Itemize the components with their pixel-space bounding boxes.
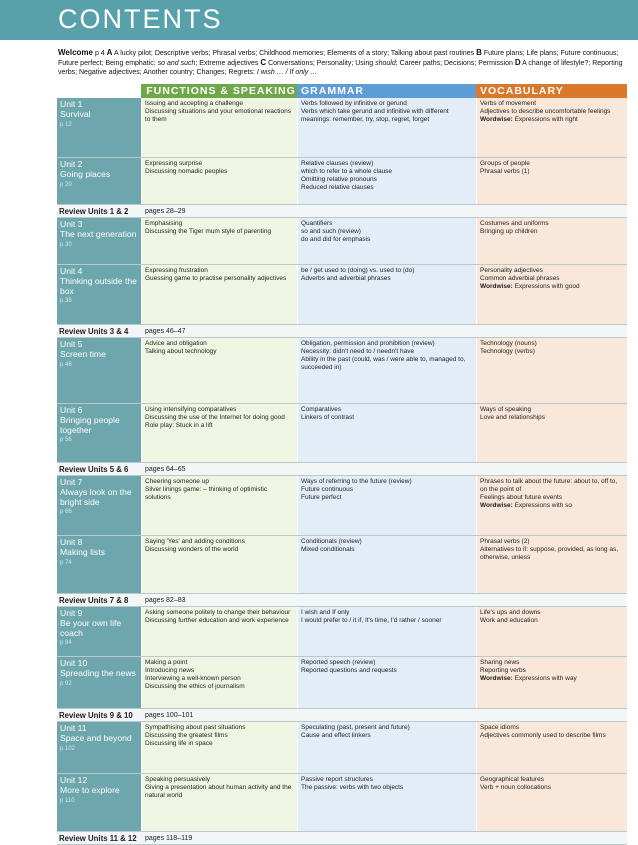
unit-name: Screen time	[60, 348, 106, 359]
unit-page: p 48	[60, 361, 72, 368]
vocabulary-item: Verbs of movement	[480, 100, 536, 107]
vocabulary-item: Common adverbial phrases	[480, 275, 560, 282]
unit-cell	[57, 536, 141, 593]
review-row	[57, 325, 627, 338]
functions-item: Discussing life in space	[145, 740, 213, 747]
vocabulary-cell	[476, 722, 627, 773]
vocabulary-cell	[476, 158, 627, 204]
vocabulary-item: Groups of people	[480, 160, 530, 167]
grammar-item: I wish and If only	[301, 609, 350, 616]
vocabulary-cell	[476, 338, 627, 403]
welcome-page: p 4	[94, 50, 105, 57]
unit-cell	[57, 265, 141, 324]
vocabulary-item: Life's ups and downs	[480, 609, 541, 616]
review-row	[57, 463, 627, 476]
header-vocabulary: VOCABULARY	[476, 84, 627, 98]
vocabulary-item: Ways of speaking	[480, 406, 532, 413]
vocabulary-item: Adjectives commonly used to describe films	[480, 732, 606, 739]
grammar-item: Reduced relative clauses	[301, 184, 374, 191]
unit-number: Unit 4	[60, 266, 83, 276]
vocabulary-item: Technology (nouns)	[480, 340, 537, 347]
grammar-cell	[297, 218, 476, 264]
vocabulary-item: Verb + noun collocations	[480, 784, 552, 791]
vocabulary-item: Feelings about future events	[480, 494, 563, 501]
grammar-item: Obligation, permission and prohibition (review)	[301, 340, 435, 347]
table-row	[57, 265, 627, 325]
table-row	[57, 536, 627, 594]
unit-number: Unit 3	[60, 219, 83, 229]
grammar-item: Quantifiers	[301, 220, 333, 227]
vocabulary-cell	[476, 265, 627, 324]
vocabulary-item: Costumes and uniforms	[480, 220, 549, 227]
unit-number: Unit 7	[60, 477, 83, 487]
functions-item: Role play: Stuck in a lift	[145, 422, 213, 429]
grammar-cell	[297, 265, 476, 324]
review-label: Review Units 5 & 6	[59, 464, 129, 474]
grammar-item: do and did for emphasis	[301, 236, 371, 243]
vocabulary-cell	[476, 607, 627, 656]
wordwise-line	[480, 675, 624, 683]
functions-item: Asking someone politely to change their behaviour	[145, 609, 291, 616]
wordwise-line	[480, 283, 624, 291]
grammar-item: I would prefer to / it if, It's time, I'd rather / sooner	[301, 617, 442, 624]
functions-cell	[141, 98, 297, 157]
vocabulary-cell	[476, 476, 627, 535]
vocabulary-item: Adjectives to describe uncomfortable feelings	[480, 108, 611, 115]
unit-name: Spreading the news	[60, 667, 136, 678]
functions-item: Emphasising	[145, 220, 183, 227]
unit-name: Thinking outside the box	[60, 275, 137, 296]
grammar-item: Ways of referring to the future (review)	[301, 478, 412, 485]
unit-number: Unit 5	[60, 339, 83, 349]
unit-cell	[57, 476, 141, 535]
functions-cell	[141, 607, 297, 656]
unit-cell	[57, 218, 141, 264]
wordwise-text: Expressions with so	[514, 502, 573, 509]
functions-item: Discussing the greatest films	[145, 732, 228, 739]
unit-page: p 20	[60, 181, 72, 188]
vocabulary-cell	[476, 657, 627, 708]
functions-item: Guessing game to practise personality adjectives	[145, 275, 287, 282]
functions-item: Cheering someone up	[145, 478, 209, 485]
unit-page: p 56	[60, 437, 72, 444]
grammar-item: Future perfect	[301, 494, 342, 501]
wordwise-line	[480, 502, 624, 510]
grammar-item: which to refer to a whole clause	[301, 168, 393, 175]
functions-item: Interviewing a well-known person	[145, 675, 241, 682]
grammar-item: Linkers of contrast	[301, 414, 355, 421]
functions-item: Silver linings game: – thinking of optimistic solutions	[145, 486, 268, 501]
functions-item: Saying 'Yes' and adding conditions	[145, 538, 245, 545]
table-row	[57, 218, 627, 265]
wordwise-text: Expressions with good	[514, 283, 580, 290]
unit-cell	[57, 98, 141, 157]
vocabulary-item: Reporting verbs	[480, 667, 526, 674]
intro-d-italic: I wish … / If only …	[256, 69, 318, 76]
intro-a-label: A	[106, 48, 113, 57]
grammar-item: Ability in the past (could, was / were able to, managed to, succeeded in)	[301, 356, 466, 371]
header-functions: FUNCTIONS & SPEAKING	[141, 84, 297, 98]
intro-c-text2: ; Career paths; Decisions; Permission	[395, 60, 513, 67]
functions-item: Discussing the use of the Internet for doing good	[145, 414, 285, 421]
contents-table	[57, 84, 627, 845]
grammar-item: Cause and effect linkers	[301, 732, 371, 739]
wordwise-label: Wordwise:	[480, 675, 513, 682]
unit-name: Making lists	[60, 546, 105, 557]
wordwise-label: Wordwise:	[480, 283, 513, 290]
unit-page: p 84	[60, 640, 72, 647]
functions-cell	[141, 536, 297, 593]
unit-cell	[57, 774, 141, 831]
functions-item: Discussing the ethics of journalism	[145, 683, 245, 690]
vocabulary-cell	[476, 218, 627, 264]
unit-page: p 92	[60, 680, 72, 687]
unit-number: Unit 2	[60, 159, 83, 169]
unit-page: p 30	[60, 241, 72, 248]
intro-c-label: C	[260, 58, 267, 67]
grammar-item: be / get used to (doing) vs. used to (do)	[301, 267, 415, 274]
functions-cell	[141, 722, 297, 773]
functions-item: Making a point	[145, 659, 188, 666]
vocabulary-item: Phrasal verbs (2)	[480, 538, 530, 545]
unit-number: Unit 6	[60, 405, 83, 415]
vocabulary-item: Love and relationships	[480, 414, 546, 421]
functions-item: Discussing wonders of the world	[145, 546, 239, 553]
grammar-item: Mixed conditionals	[301, 546, 355, 553]
footer-strip	[0, 826, 638, 833]
vocabulary-item: Geographical features	[480, 776, 544, 783]
unit-cell	[57, 722, 141, 773]
grammar-item: Necessity: didn't need to / needn't have	[301, 348, 415, 355]
grammar-cell	[297, 657, 476, 708]
grammar-item: Relative clauses (review)	[301, 160, 374, 167]
grammar-cell	[297, 536, 476, 593]
review-pages: pages 64–65	[145, 465, 186, 473]
unit-page: p 12	[60, 121, 72, 128]
review-row	[57, 594, 627, 607]
grammar-item: Speculating (past, present and future)	[301, 724, 410, 731]
table-row	[57, 774, 627, 832]
functions-item: Issuing and accepting a challenge	[145, 100, 243, 107]
vocabulary-cell	[476, 774, 627, 831]
functions-cell	[141, 404, 297, 462]
grammar-item: so and such (review)	[301, 228, 361, 235]
table-row	[57, 476, 627, 536]
unit-page: p 66	[60, 509, 72, 516]
vocabulary-item: Phrasal verbs (1)	[480, 168, 530, 175]
intro-d-text: A change of lifestyle?; Reporting verbs; Negative adjectives; Another country; Changes; Regrets:	[58, 60, 623, 76]
vocabulary-item: Alternatives to if: suppose, provided, as long as, otherwise, unless	[480, 546, 619, 561]
table-row	[57, 607, 627, 657]
vocabulary-item: Personality adjectives	[480, 267, 543, 274]
unit-name: Survival	[60, 108, 91, 119]
unit-name: Space and beyond	[60, 732, 132, 743]
functions-item: Giving a presentation about human activity and the natural world	[145, 784, 292, 799]
wordwise-line	[480, 116, 624, 124]
unit-page: p 110	[60, 797, 75, 804]
grammar-item: Reported speech (review)	[301, 659, 376, 666]
unit-number: Unit 9	[60, 608, 83, 618]
unit-cell	[57, 657, 141, 708]
unit-cell	[57, 404, 141, 462]
functions-cell	[141, 476, 297, 535]
functions-cell	[141, 158, 297, 204]
functions-item: Discussing further education and work experience	[145, 617, 289, 624]
unit-number: Unit 11	[60, 723, 87, 733]
functions-cell	[141, 774, 297, 831]
vocabulary-item: Phrases to talk about the future: about to, off to, on the point of	[480, 478, 618, 493]
grammar-cell	[297, 158, 476, 204]
vocabulary-item: Work and education	[480, 617, 538, 624]
functions-cell	[141, 265, 297, 324]
grammar-item: Passive report structures	[301, 776, 373, 783]
functions-item: Sympathising about past situations	[145, 724, 246, 731]
grammar-item: Future continuous	[301, 486, 354, 493]
header-band	[0, 0, 638, 40]
grammar-item: Reported questions and requests	[301, 667, 397, 674]
unit-name: Going places	[60, 168, 111, 179]
unit-name: Be your own life coach	[60, 617, 122, 638]
review-pages: pages 100–101	[145, 711, 194, 719]
review-pages: pages 82–83	[145, 596, 186, 604]
unit-cell	[57, 607, 141, 656]
intro-b-text: Future plans; Life plans; Future continuous; Future perfect; Being emphatic:	[58, 50, 619, 67]
wordwise-label: Wordwise:	[480, 116, 513, 123]
grammar-item: Verbs followed by infinitive or gerund	[301, 100, 407, 107]
functions-cell	[141, 657, 297, 708]
review-pages: pages 118–119	[145, 834, 193, 842]
grammar-item: Verbs which take gerund and infinitive with different meanings: remember, try, stop, regret, forget	[301, 108, 449, 123]
table-row	[57, 338, 627, 404]
welcome-intro	[58, 48, 626, 77]
review-row	[57, 205, 627, 218]
intro-b-italic: so and such	[157, 60, 196, 67]
grammar-cell	[297, 338, 476, 403]
wordwise-text: Expressions with right	[514, 116, 578, 123]
grammar-cell	[297, 98, 476, 157]
functions-item: Discussing situations and your emotional reactions to them	[145, 108, 291, 123]
grammar-cell	[297, 722, 476, 773]
intro-c-italic: should	[375, 60, 396, 67]
table-row	[57, 404, 627, 463]
grammar-item: The passive: verbs with two objects	[301, 784, 404, 791]
vocabulary-item: Space idioms	[480, 724, 520, 731]
unit-name: Always look on the bright side	[60, 486, 132, 507]
unit-page: p 74	[60, 559, 72, 566]
vocabulary-item: Sharing news	[480, 659, 520, 666]
unit-name: More to explore	[60, 784, 120, 795]
functions-item: Speaking persuasively	[145, 776, 211, 783]
review-pages: pages 28–29	[145, 207, 186, 215]
grammar-cell	[297, 607, 476, 656]
review-pages: pages 46–47	[145, 327, 186, 335]
functions-item: Expressing frustration	[145, 267, 208, 274]
review-row	[57, 709, 627, 722]
table-row	[57, 158, 627, 205]
table-row	[57, 657, 627, 709]
table-row	[57, 98, 627, 158]
welcome-label: Welcome	[58, 48, 93, 57]
intro-c-text: Conversations; Personality; Using	[268, 60, 374, 67]
unit-number: Unit 10	[60, 658, 88, 668]
grammar-item: Omitting relative pronouns	[301, 176, 377, 183]
unit-number: Unit 8	[60, 537, 83, 547]
functions-item: Introducing news	[145, 667, 195, 674]
unit-number: Unit 1	[60, 99, 83, 109]
unit-name: The next generation	[60, 228, 137, 239]
functions-item: Expressing surprise	[145, 160, 203, 167]
vocabulary-cell	[476, 98, 627, 157]
intro-d-label: D	[514, 58, 521, 67]
functions-cell	[141, 338, 297, 403]
header-grammar: GRAMMAR	[297, 84, 476, 98]
grammar-item: Comparatives	[301, 406, 342, 413]
grammar-item: Adverbs and adverbial phrases	[301, 275, 391, 282]
vocabulary-item: Bringing up children	[480, 228, 538, 235]
vocabulary-cell	[476, 404, 627, 462]
review-label: Review Units 11 & 12	[59, 833, 137, 843]
page-title: CONTENTS	[58, 4, 223, 34]
review-label: Review Units 7 & 8	[59, 595, 129, 605]
unit-page: p 102	[60, 745, 76, 752]
vocabulary-item: Technology (verbs)	[480, 348, 535, 355]
wordwise-text: Expressions with way	[514, 675, 577, 682]
unit-cell	[57, 158, 141, 204]
unit-cell	[57, 338, 141, 403]
grammar-cell	[297, 476, 476, 535]
grammar-cell	[297, 774, 476, 831]
unit-name: Bringing people together	[60, 414, 120, 435]
wordwise-label: Wordwise:	[480, 502, 513, 509]
column-headers	[57, 84, 627, 98]
table-row	[57, 722, 627, 774]
intro-b-text2: ; Extreme adjectives	[195, 60, 259, 67]
functions-item: Talking about technology	[145, 348, 217, 355]
review-label: Review Units 9 & 10	[59, 710, 133, 720]
intro-b-label: B	[476, 48, 482, 57]
functions-item: Discussing the Tiger mum style of parenting	[145, 228, 272, 235]
functions-item: Advice and obligation	[145, 340, 207, 347]
grammar-cell	[297, 404, 476, 462]
header-blank	[57, 84, 141, 98]
functions-item: Discussing nomadic peoples	[145, 168, 228, 175]
review-label: Review Units 1 & 2	[59, 206, 129, 216]
review-label: Review Units 3 & 4	[59, 326, 129, 336]
functions-item: Using intensifying comparatives	[145, 406, 237, 413]
review-row	[57, 832, 627, 845]
grammar-item: Conditionals (review)	[301, 538, 362, 545]
vocabulary-cell	[476, 536, 627, 593]
unit-page: p 38	[60, 298, 72, 305]
unit-number: Unit 12	[60, 775, 88, 785]
functions-cell	[141, 218, 297, 264]
intro-a-text: A lucky pilot; Descriptive verbs; Phrasal verbs; Childhood memories; Elements of a story; Talking about past routines	[113, 50, 475, 57]
table-body	[57, 98, 627, 845]
